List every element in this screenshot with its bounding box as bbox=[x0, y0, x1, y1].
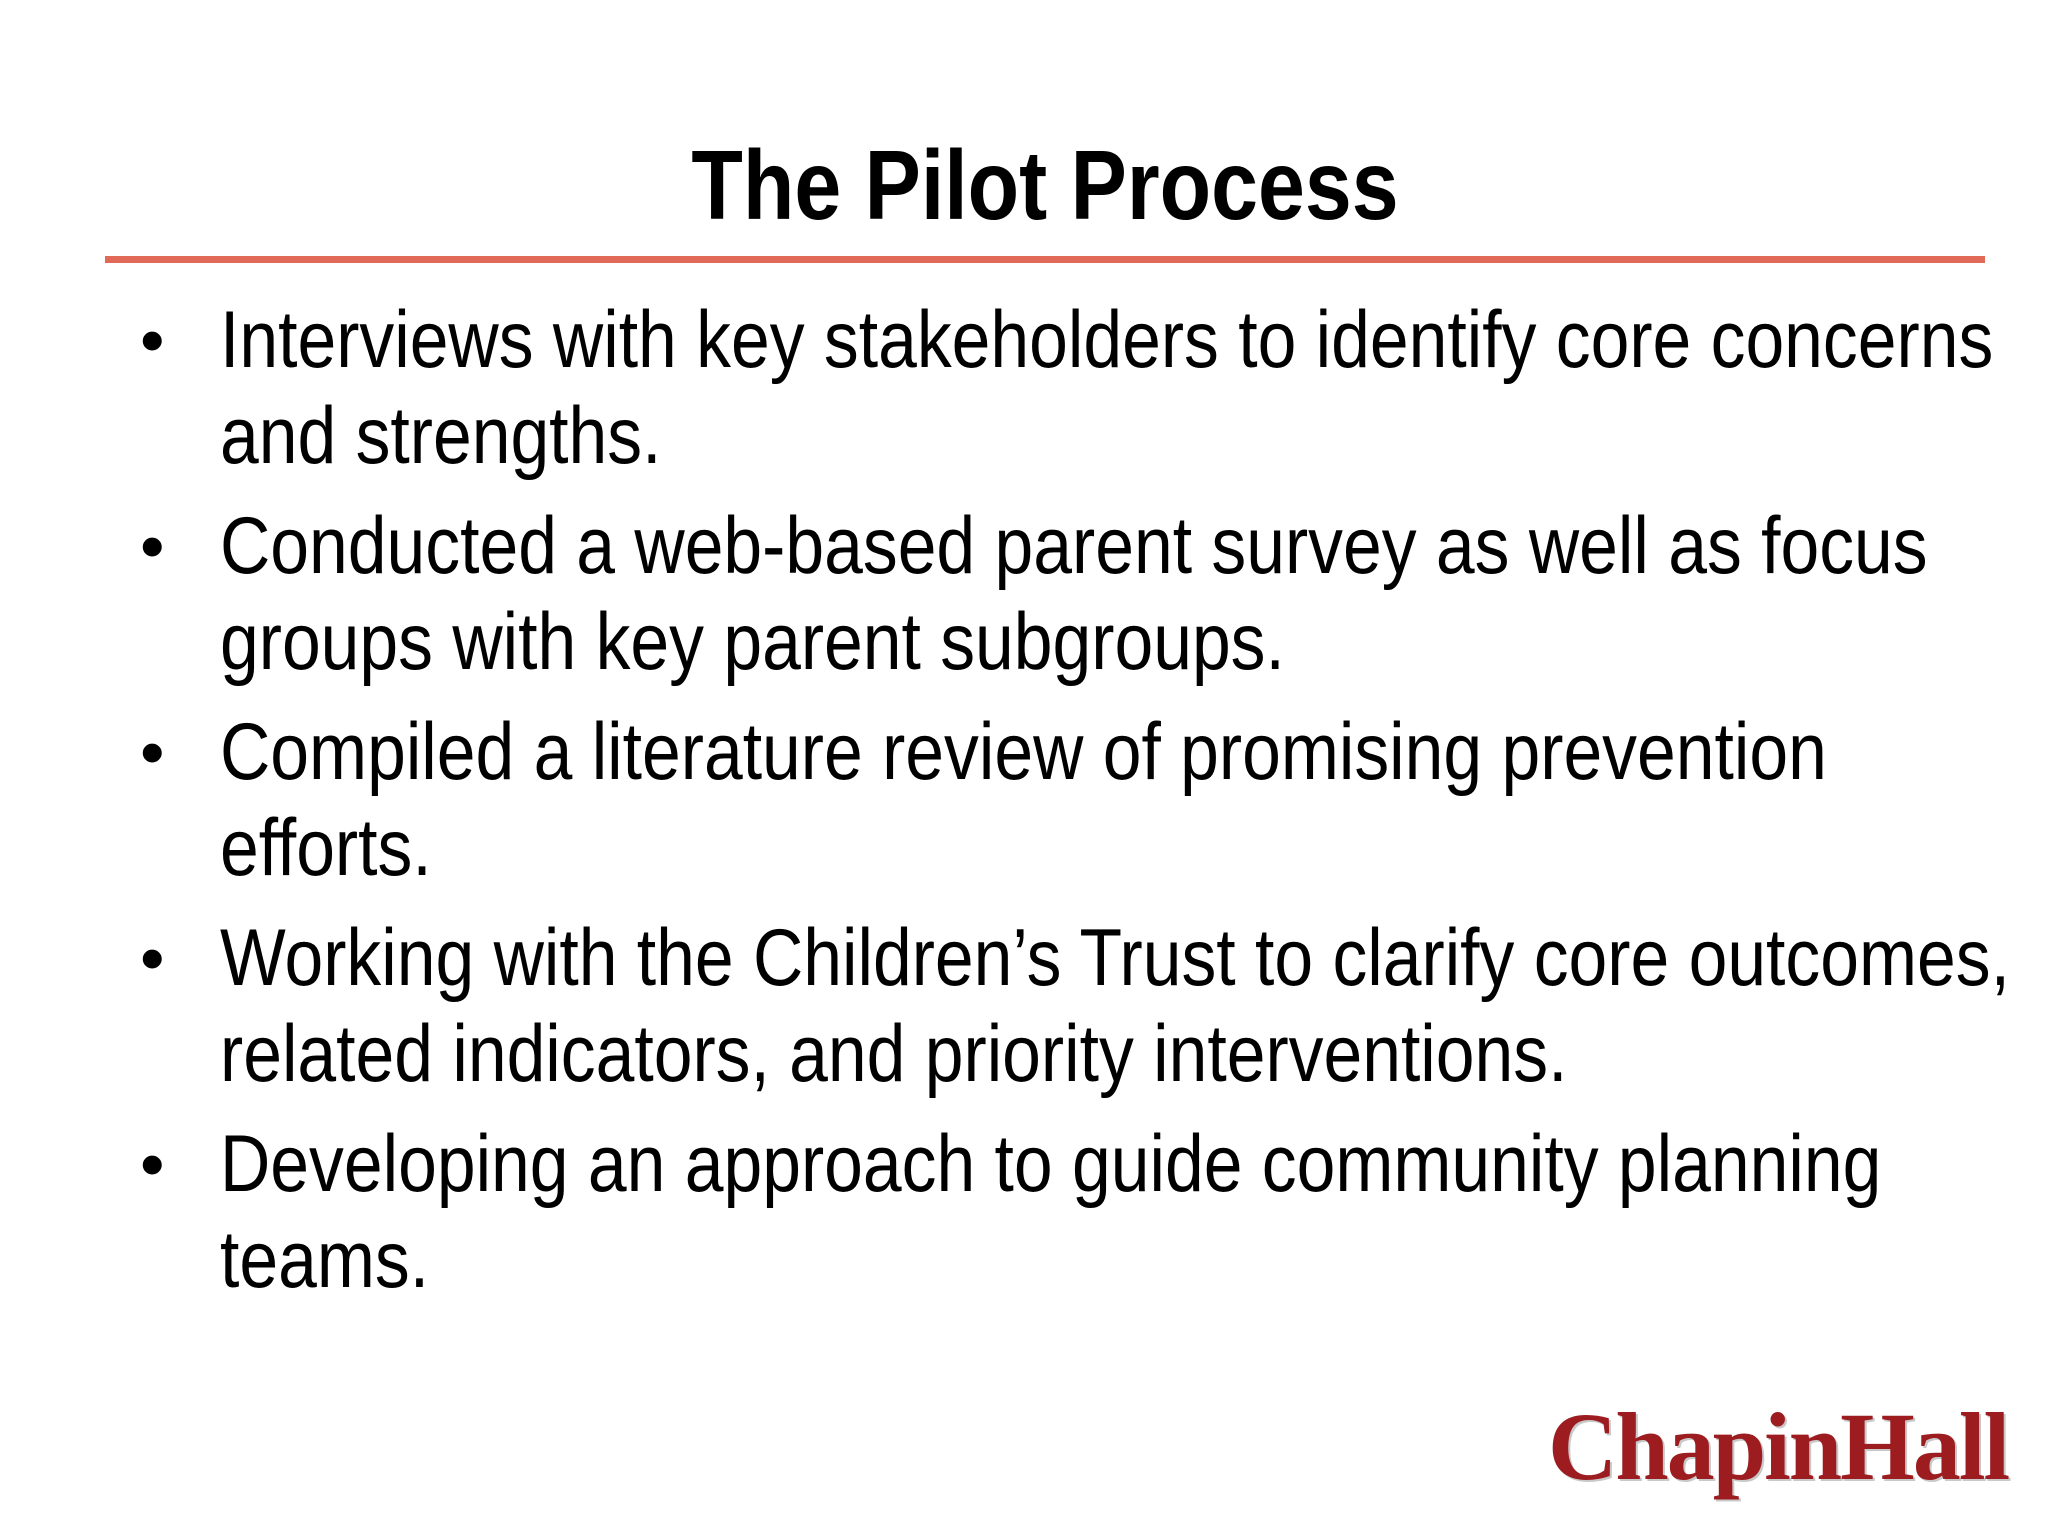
bullet-icon: • bbox=[140, 713, 165, 791]
title-divider bbox=[105, 256, 1985, 263]
bullet-text: Conducted a web-based parent survey as well as focus groups with key parent subgroups. bbox=[220, 501, 1928, 687]
bullet-text: Developing an approach to guide community planning teams. bbox=[220, 1119, 1882, 1305]
bullet-icon: • bbox=[140, 507, 165, 585]
bullet-icon: • bbox=[140, 301, 165, 379]
bullet-icon: • bbox=[140, 1125, 165, 1203]
bullet-item bbox=[140, 910, 2020, 1102]
bullet-item bbox=[140, 498, 2020, 690]
slide-title: The Pilot Process bbox=[691, 130, 1399, 240]
bullet-list bbox=[140, 292, 2020, 1322]
bullet-text: Compiled a literature review of promising prevention efforts. bbox=[220, 707, 1827, 893]
bullet-text: Interviews with key stakeholders to identify core concerns and strengths. bbox=[220, 295, 1994, 481]
bullet-item bbox=[140, 1116, 2020, 1308]
bullet-icon: • bbox=[140, 919, 165, 997]
bullet-item bbox=[140, 292, 2020, 484]
bullet-text: Working with the Children’s Trust to clarify core outcomes, related indicators, and priority interventions. bbox=[220, 913, 2010, 1099]
chapin-hall-logo: ChapinHall bbox=[1548, 1393, 2009, 1500]
bullet-item bbox=[140, 704, 2020, 896]
